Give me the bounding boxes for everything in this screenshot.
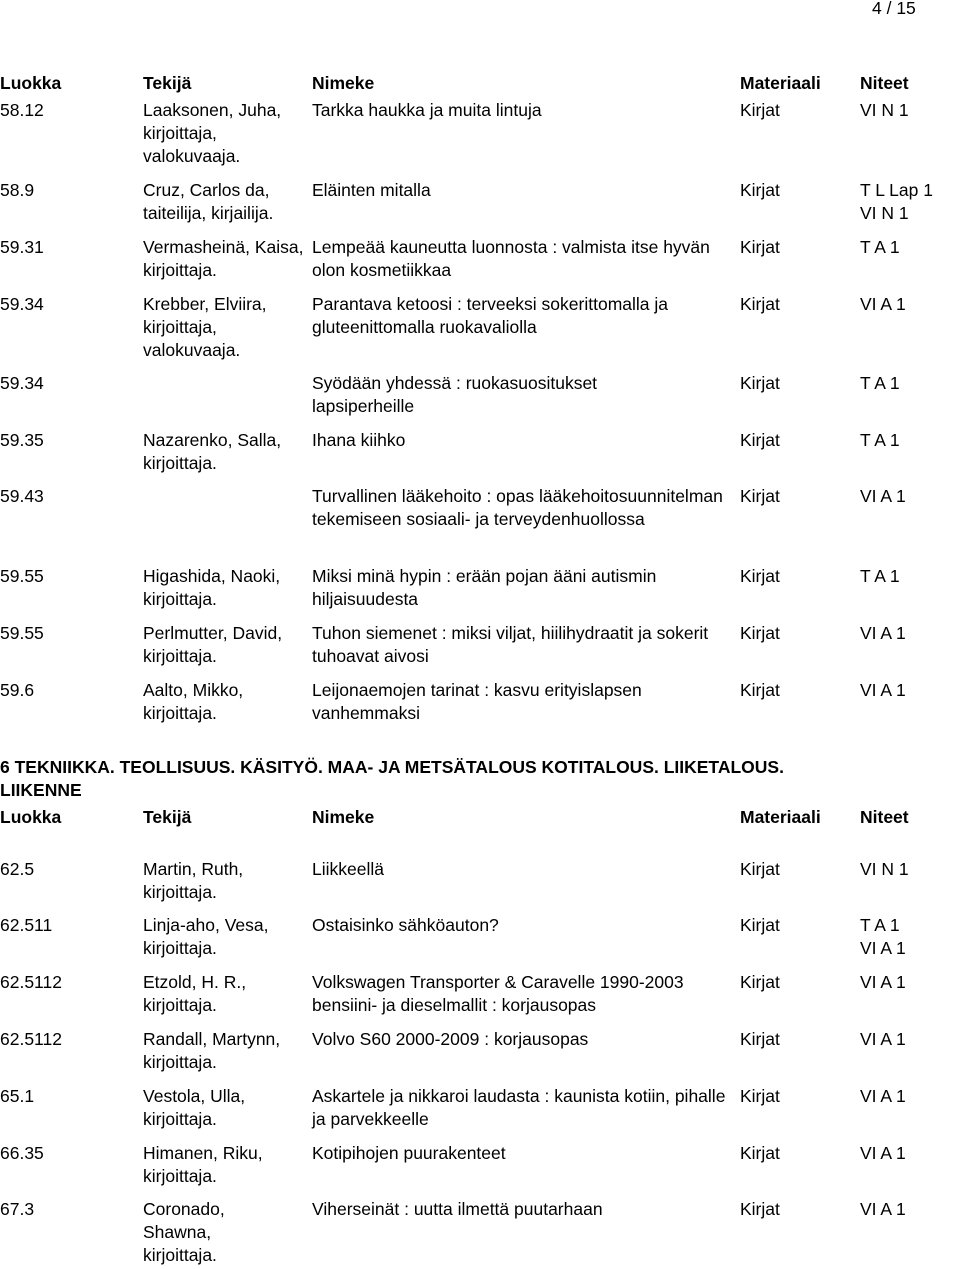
cell-materiaali: Kirjat — [740, 486, 780, 506]
cell-materiaali: Kirjat — [740, 972, 780, 992]
cell-tekija: Himanen, Riku, kirjoittaja. — [143, 1143, 263, 1186]
cell-nimeke: Viherseinät : uutta ilmettä puutarhaan — [312, 1199, 603, 1219]
cell-nimeke: Ostaisinko sähköauton? — [312, 915, 499, 935]
header-tekija: Tekijä — [143, 807, 192, 827]
cell-materiaali: Kirjat — [740, 180, 780, 200]
cell-luokka: 62.5 — [0, 859, 35, 879]
cell-niteet: VI A 1 — [860, 1143, 906, 1163]
cell-luokka: 59.55 — [0, 566, 44, 586]
cell-niteet: VI A 1 — [860, 623, 906, 643]
header-luokka: Luokka — [0, 807, 62, 827]
cell-tekija: Krebber, Elviira, kirjoittaja, valokuvaaja. — [143, 294, 267, 360]
cell-niteet: VI A 1 — [860, 1199, 906, 1219]
cell-niteet: VI A 1 — [860, 1029, 906, 1049]
cell-tekija: Vermasheinä, Kaisa, kirjoittaja. — [143, 237, 304, 280]
cell-niteet: VI A 1 — [860, 486, 906, 506]
cell-materiaali: Kirjat — [740, 237, 780, 257]
cell-nimeke: Turvallinen lääkehoito : opas lääkehoitosuunnitelman tekemiseen sosiaali- ja terveydenhuollossa — [312, 486, 723, 529]
cell-luokka: 65.1 — [0, 1086, 35, 1106]
cell-niteet: VI N 1 — [860, 100, 909, 120]
cell-luokka: 67.3 — [0, 1199, 35, 1219]
cell-niteet: VI A 1 — [860, 1086, 906, 1106]
cell-nimeke: Volkswagen Transporter & Caravelle 1990-2003 bensiini- ja dieselmallit : korjausopas — [312, 972, 684, 1015]
cell-niteet: VI N 1 — [860, 859, 909, 879]
cell-materiaali: Kirjat — [740, 294, 780, 314]
cell-tekija: Cruz, Carlos da, taiteilija, kirjailija. — [143, 180, 274, 223]
cell-luokka: 59.55 — [0, 623, 44, 643]
cell-niteet: T A 1 — [860, 430, 900, 450]
cell-materiaali: Kirjat — [740, 1086, 780, 1106]
cell-materiaali: Kirjat — [740, 373, 780, 393]
cell-materiaali: Kirjat — [740, 1199, 780, 1219]
cell-nimeke: Tuhon siemenet : miksi viljat, hiilihydraatit ja sokerit tuhoavat aivosi — [312, 623, 709, 666]
cell-nimeke: Kotipihojen puurakenteet — [312, 1143, 506, 1163]
cell-tekija: Martin, Ruth, kirjoittaja. — [143, 859, 244, 902]
header-materiaali: Materiaali — [740, 73, 821, 93]
cell-luokka: 58.12 — [0, 100, 44, 120]
cell-niteet-2: VI N 1 — [860, 203, 909, 223]
header-niteet: Niteet — [860, 73, 909, 93]
cell-luokka: 59.35 — [0, 430, 44, 450]
header-niteet: Niteet — [860, 807, 909, 827]
header-tekija: Tekijä — [143, 73, 192, 93]
cell-luokka: 62.5112 — [0, 1029, 62, 1049]
cell-nimeke: Liikkeellä — [312, 859, 384, 879]
cell-luokka: 66.35 — [0, 1143, 44, 1163]
cell-luokka: 62.511 — [0, 915, 53, 935]
cell-nimeke: Askartele ja nikkaroi laudasta : kaunista kotiin, pihalle ja parvekkeelle — [312, 1086, 726, 1129]
cell-luokka: 62.5112 — [0, 972, 62, 992]
header-nimeke: Nimeke — [312, 73, 375, 93]
cell-tekija: Randall, Martynn, kirjoittaja. — [143, 1029, 281, 1072]
cell-niteet-2: VI A 1 — [860, 938, 906, 958]
cell-luokka: 59.34 — [0, 373, 44, 393]
cell-materiaali: Kirjat — [740, 623, 780, 643]
page-number: 4 / 15 — [872, 0, 916, 18]
cell-materiaali: Kirjat — [740, 1029, 780, 1049]
cell-tekija: Etzold, H. R., kirjoittaja. — [143, 972, 247, 1015]
cell-materiaali: Kirjat — [740, 100, 780, 120]
cell-tekija: Nazarenko, Salla, kirjoittaja. — [143, 430, 282, 473]
cell-materiaali: Kirjat — [740, 915, 780, 935]
cell-luokka: 59.31 — [0, 237, 44, 257]
cell-materiaali: Kirjat — [740, 566, 780, 586]
cell-nimeke: Eläinten mitalla — [312, 180, 431, 200]
cell-materiaali: Kirjat — [740, 859, 780, 879]
cell-nimeke: Tarkka haukka ja muita lintuja — [312, 100, 542, 120]
cell-tekija: Aalto, Mikko, kirjoittaja. — [143, 680, 244, 723]
cell-niteet: T L Lap 1 — [860, 180, 933, 200]
cell-tekija: Laaksonen, Juha, kirjoittaja, valokuvaaja. — [143, 100, 282, 166]
cell-tekija: Linja-aho, Vesa, kirjoittaja. — [143, 915, 269, 958]
cell-luokka: 59.43 — [0, 486, 44, 506]
cell-tekija: Higashida, Naoki, kirjoittaja. — [143, 566, 281, 609]
cell-luokka: 59.6 — [0, 680, 35, 700]
cell-nimeke: Lempeää kauneutta luonnosta : valmista itse hyvän olon kosmetiikkaa — [312, 237, 710, 280]
header-materiaali: Materiaali — [740, 807, 821, 827]
cell-nimeke: Miksi minä hypin : erään pojan ääni autismin hiljaisuudesta — [312, 566, 657, 609]
cell-niteet: VI A 1 — [860, 294, 906, 314]
cell-tekija: Perlmutter, David, kirjoittaja. — [143, 623, 283, 666]
cell-nimeke: Volvo S60 2000-2009 : korjausopas — [312, 1029, 589, 1049]
cell-tekija: Vestola, Ulla, kirjoittaja. — [143, 1086, 246, 1129]
cell-nimeke: Ihana kiihko — [312, 430, 406, 450]
cell-niteet: VI A 1 — [860, 680, 906, 700]
cell-luokka: 58.9 — [0, 180, 35, 200]
cell-tekija: Coronado, Shawna, kirjoittaja. — [143, 1199, 225, 1265]
header-nimeke: Nimeke — [312, 807, 375, 827]
cell-niteet: T A 1 — [860, 566, 900, 586]
cell-nimeke: Syödään yhdessä : ruokasuositukset lapsiperheille — [312, 373, 598, 416]
header-luokka: Luokka — [0, 73, 62, 93]
cell-nimeke: Leijonaemojen tarinat : kasvu erityislapsen vanhemmaksi — [312, 680, 642, 723]
section-heading: 6 TEKNIIKKA. TEOLLISUUS. KÄSITYÖ. MAA- JA METSÄTALOUS KOTITALOUS. LIIKETALOUS. LIIKENNE — [0, 757, 784, 800]
cell-niteet: VI A 1 — [860, 972, 906, 992]
cell-nimeke: Parantava ketoosi : terveeksi sokerittomalla ja gluteenittomalla ruokavaliolla — [312, 294, 668, 337]
cell-materiaali: Kirjat — [740, 1143, 780, 1163]
cell-luokka: 59.34 — [0, 294, 44, 314]
cell-materiaali: Kirjat — [740, 680, 780, 700]
cell-niteet: T A 1 — [860, 237, 900, 257]
cell-niteet: T A 1 — [860, 915, 900, 935]
cell-niteet: T A 1 — [860, 373, 900, 393]
cell-materiaali: Kirjat — [740, 430, 780, 450]
